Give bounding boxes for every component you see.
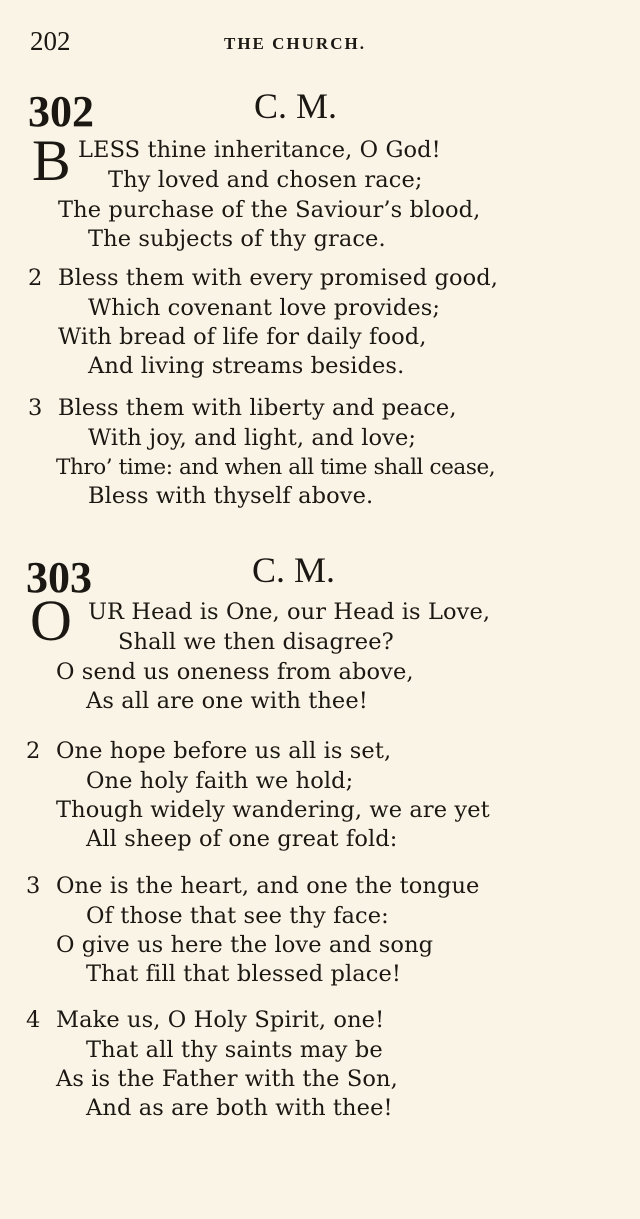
running-head: THE CHURCH. xyxy=(224,34,366,53)
page-number: 202 xyxy=(30,26,71,56)
stanza-number: 3 xyxy=(28,395,43,421)
verse-line: And living streams besides. xyxy=(88,353,405,379)
verse-line: O send us oneness from above, xyxy=(56,659,414,685)
verse-line: Bless with thyself above. xyxy=(88,483,374,509)
verse-line: O give us here the love and song xyxy=(56,932,434,958)
verse-line: Of those that see thy face: xyxy=(86,903,389,929)
stanza-number: 2 xyxy=(26,738,41,764)
stanza-number: 3 xyxy=(26,873,41,899)
verse-line: Make us, O Holy Spirit, one! xyxy=(56,1007,385,1033)
verse-line: LESS thine inheritance, O God! xyxy=(78,137,441,163)
verse-line: One hope before us all is set, xyxy=(56,738,392,764)
page-header xyxy=(24,26,594,66)
verse-line: That all thy saints may be xyxy=(86,1037,383,1063)
verse-line: One holy faith we hold; xyxy=(86,768,354,794)
verse-line: The subjects of thy grace. xyxy=(88,226,386,252)
verse-line: Though widely wandering, we are yet xyxy=(56,797,490,823)
verse-line: Which covenant love provides; xyxy=(88,295,441,321)
verse-line: The purchase of the Saviour’s blood, xyxy=(58,197,481,223)
verse-line: All sheep of one great fold: xyxy=(86,826,398,852)
verse-line: That fill that blessed place! xyxy=(86,961,402,987)
verse-line: With bread of life for daily food, xyxy=(58,324,427,350)
verse-line: Thro’ time: and when all time shall cease, xyxy=(56,455,496,480)
stanza-number: 4 xyxy=(26,1007,41,1033)
stanza-number: 2 xyxy=(28,265,43,291)
hymn-meter: C. M. xyxy=(254,86,338,126)
verse-line: Shall we then disagree? xyxy=(118,629,394,655)
hymn-number: 303 xyxy=(26,553,92,602)
verse-line: One is the heart, and one the tongue xyxy=(56,873,480,899)
drop-cap: O xyxy=(30,588,72,653)
verse-line: With joy, and light, and love; xyxy=(88,425,417,451)
verse-line: As all are one with thee! xyxy=(86,688,368,714)
verse-line: As is the Father with the Son, xyxy=(56,1066,398,1092)
hymn-meter: C. M. xyxy=(252,550,336,590)
drop-cap: B xyxy=(32,128,71,193)
verse-line: Bless them with liberty and peace, xyxy=(58,395,457,421)
verse-line: Bless them with every promised good, xyxy=(58,265,499,291)
verse-line: UR Head is One, our Head is Love, xyxy=(88,599,491,625)
verse-line: And as are both with thee! xyxy=(86,1095,393,1121)
hymn-number: 302 xyxy=(28,87,94,136)
verse-line: Thy loved and chosen race; xyxy=(108,167,423,193)
